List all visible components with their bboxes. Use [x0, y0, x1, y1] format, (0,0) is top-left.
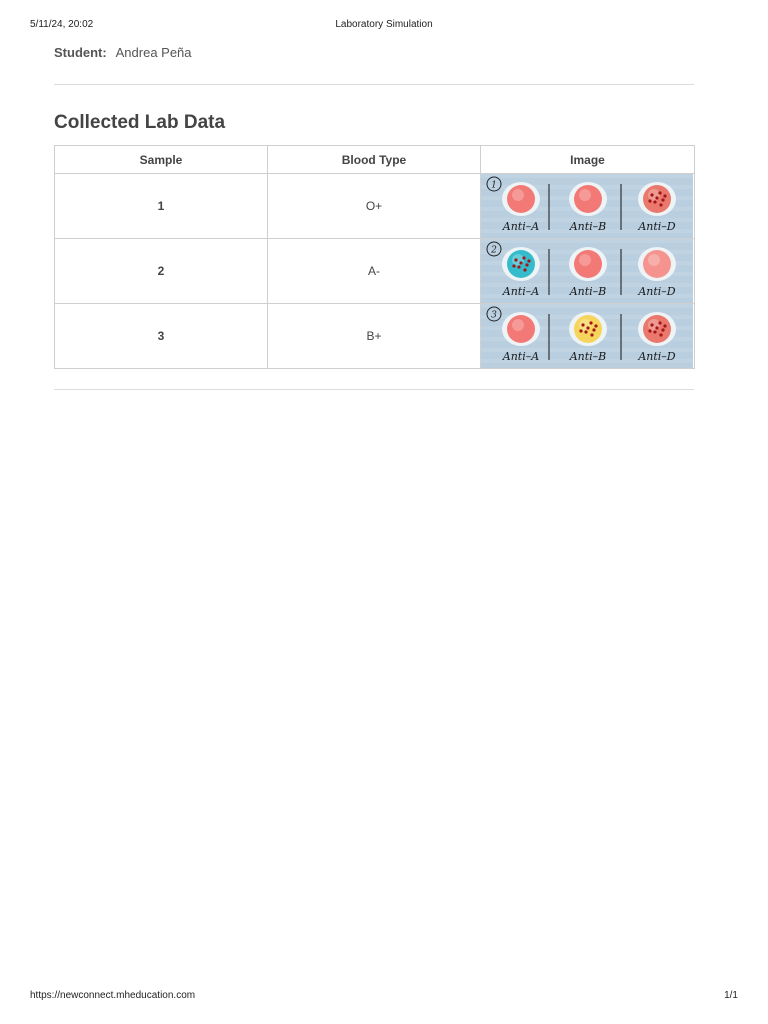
image-cell	[481, 174, 695, 239]
agglutination-clump	[650, 323, 653, 326]
plate-texture	[481, 304, 693, 308]
agglutination-clump	[663, 324, 666, 327]
print-title: Laboratory Simulation	[335, 19, 433, 30]
divider-top	[54, 84, 694, 85]
reagent-label: Anti–B	[569, 285, 607, 298]
blood-type-cell: O+	[268, 174, 481, 239]
student-name: Andrea Peña	[115, 45, 192, 60]
table-row	[55, 239, 695, 304]
agglutination-clump	[594, 324, 597, 327]
agglutination-clump	[522, 256, 525, 259]
blood-typing-plate-image	[481, 239, 693, 303]
drop-highlight	[648, 254, 660, 266]
agglutination-clump	[584, 330, 587, 333]
plate-texture	[481, 239, 693, 243]
image-cell	[481, 304, 695, 369]
agglutination-clump	[586, 326, 589, 329]
agglutination-clump	[655, 326, 658, 329]
agglutination-clump	[517, 265, 520, 268]
reagent-label: Anti–A	[502, 350, 540, 363]
agglutination-clump	[663, 194, 666, 197]
drop-highlight	[512, 189, 524, 201]
agglutination-clump	[659, 333, 662, 336]
reagent-label: Anti–D	[638, 350, 676, 363]
lab-data-table	[54, 145, 695, 369]
agglutination-clump	[650, 193, 653, 196]
sample-cell: 3	[55, 304, 268, 369]
section-title: Collected Lab Data	[54, 112, 226, 133]
blood-typing-plate-image	[481, 304, 693, 368]
blood-typing-plate-image	[481, 174, 693, 238]
agglutination-clump	[519, 261, 522, 264]
sample-number-text: 1	[491, 180, 497, 191]
agglutination-clump	[579, 329, 582, 332]
agglutination-clump	[659, 203, 662, 206]
print-url: https://newconnect.mheducation.com	[30, 990, 196, 1001]
drop-highlight	[648, 319, 660, 331]
reagent-label: Anti–D	[638, 285, 676, 298]
header-sample: Sample	[55, 146, 268, 174]
agglutination-clump	[514, 258, 517, 261]
agglutination-clump	[592, 328, 595, 331]
reagent-label: Anti–B	[569, 350, 607, 363]
agglutination-clump	[648, 329, 651, 332]
sample-cell: 1	[55, 174, 268, 239]
header-image: Image	[481, 146, 695, 174]
table-row	[55, 304, 695, 369]
reagent-label: Anti–A	[502, 220, 540, 233]
agglutination-clump	[581, 323, 584, 326]
agglutination-clump	[512, 264, 515, 267]
table-header-row	[55, 146, 695, 174]
print-date: 5/11/24, 20:02	[30, 19, 94, 30]
agglutination-clump	[653, 330, 656, 333]
agglutination-clump	[590, 333, 593, 336]
reagent-label: Anti–D	[638, 220, 676, 233]
agglutination-clump	[655, 196, 658, 199]
agglutination-clump	[589, 321, 592, 324]
drop-highlight	[579, 189, 591, 201]
agglutination-clump	[527, 259, 530, 262]
blood-type-cell: B+	[268, 304, 481, 369]
reagent-label: Anti–B	[569, 220, 607, 233]
agglutination-clump	[661, 328, 664, 331]
image-cell	[481, 239, 695, 304]
agglutination-clump	[658, 321, 661, 324]
sample-number-text: 3	[491, 310, 497, 321]
print-footer	[30, 990, 738, 1004]
student-label: Student:	[54, 45, 107, 60]
reagent-label: Anti–A	[502, 285, 540, 298]
agglutination-clump	[661, 198, 664, 201]
blood-type-cell: A-	[268, 239, 481, 304]
agglutination-clump	[653, 200, 656, 203]
header-blood-type: Blood Type	[268, 146, 481, 174]
drop-highlight	[512, 254, 524, 266]
drop-highlight	[579, 319, 591, 331]
divider-bottom	[54, 389, 694, 390]
agglutination-clump	[525, 263, 528, 266]
plate-texture	[481, 174, 693, 178]
agglutination-clump	[648, 199, 651, 202]
drop-highlight	[512, 319, 524, 331]
print-header	[30, 19, 738, 33]
agglutination-clump	[658, 191, 661, 194]
page-number: 1/1	[724, 990, 738, 1001]
student-line	[54, 45, 192, 60]
sample-cell: 2	[55, 239, 268, 304]
drop-highlight	[648, 189, 660, 201]
drop-highlight	[579, 254, 591, 266]
agglutination-clump	[523, 268, 526, 271]
sample-number-text: 2	[491, 245, 497, 256]
table-row	[55, 174, 695, 239]
